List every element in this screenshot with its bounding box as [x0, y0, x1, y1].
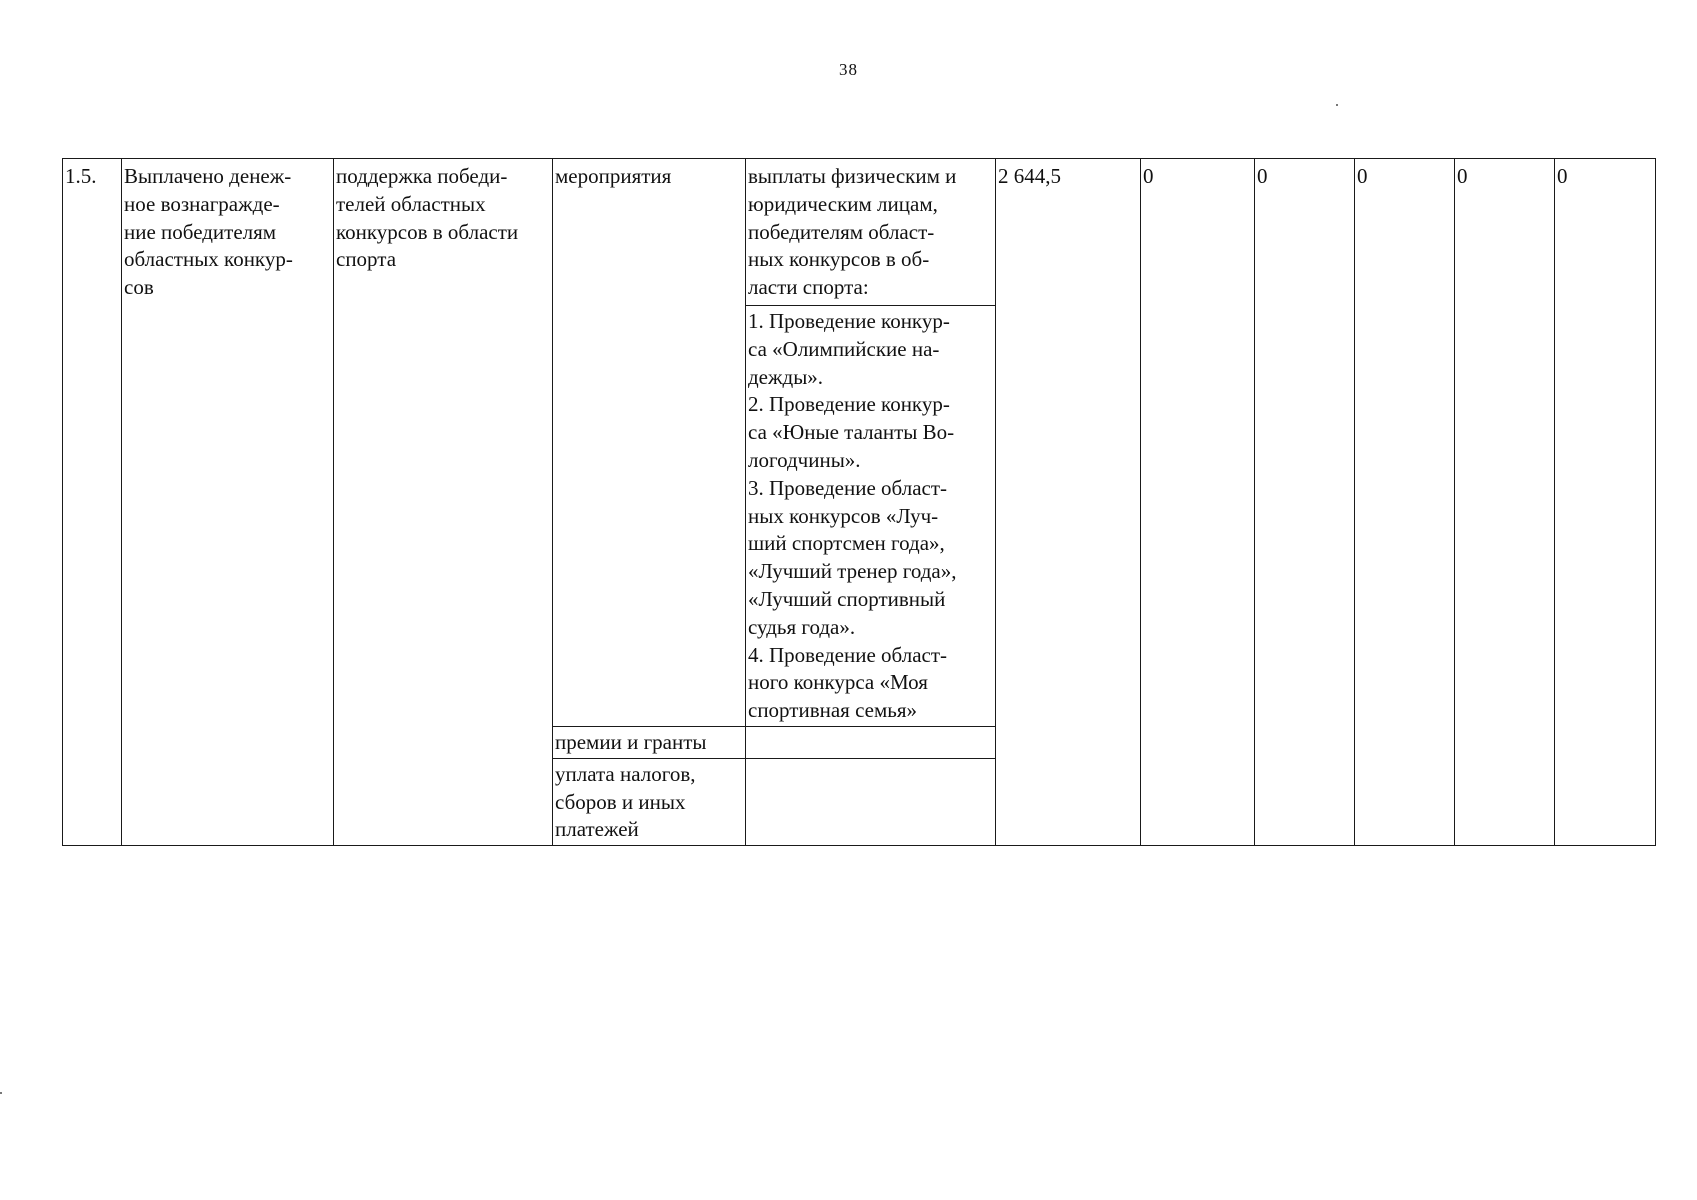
row-number-cell: 1.5. [63, 159, 122, 846]
description-header-cell: выплаты физическим и юридическим лицам, победителям област- ных конкурсов в об- ласти спорта: [746, 159, 996, 306]
expense-type-cell: премии и гранты [553, 726, 746, 758]
page-number: 38 [839, 60, 858, 79]
value-cell: 0 [1355, 159, 1455, 846]
description-cell [746, 758, 996, 845]
budget-table [62, 158, 1656, 846]
scan-speck [1336, 104, 1338, 106]
amount-cell: 2 644,5 [996, 159, 1141, 846]
value-cell: 0 [1141, 159, 1255, 846]
table-row [63, 159, 1656, 306]
value-cell: 0 [1555, 159, 1656, 846]
value-cell: 0 [1455, 159, 1555, 846]
task-cell: поддержка победи- телей областных конкурсов в области спорта [334, 159, 553, 846]
description-list-cell: 1. Проведение конкур- са «Олимпийские на- дежды». 2. Проведение конкур- са «Юные таланты Во- логодчины». 3. Проведение област- ных конкурсов «Луч- ший спортсмен года», «Лучший тренер года», «Лучший спортивный судья года». 4. Проведение област- ного конкурса «Моя спортивная семья» [746, 305, 996, 726]
expense-type-cell: мероприятия [553, 159, 746, 727]
scan-speck [0, 1092, 2, 1094]
description-cell [746, 726, 996, 758]
value-cell: 0 [1255, 159, 1355, 846]
result-cell: Выплачено денеж- ное вознагражде- ние победителям областных конкур- сов [122, 159, 334, 846]
expense-type-cell: уплата налогов, сборов и иных платежей [553, 758, 746, 845]
